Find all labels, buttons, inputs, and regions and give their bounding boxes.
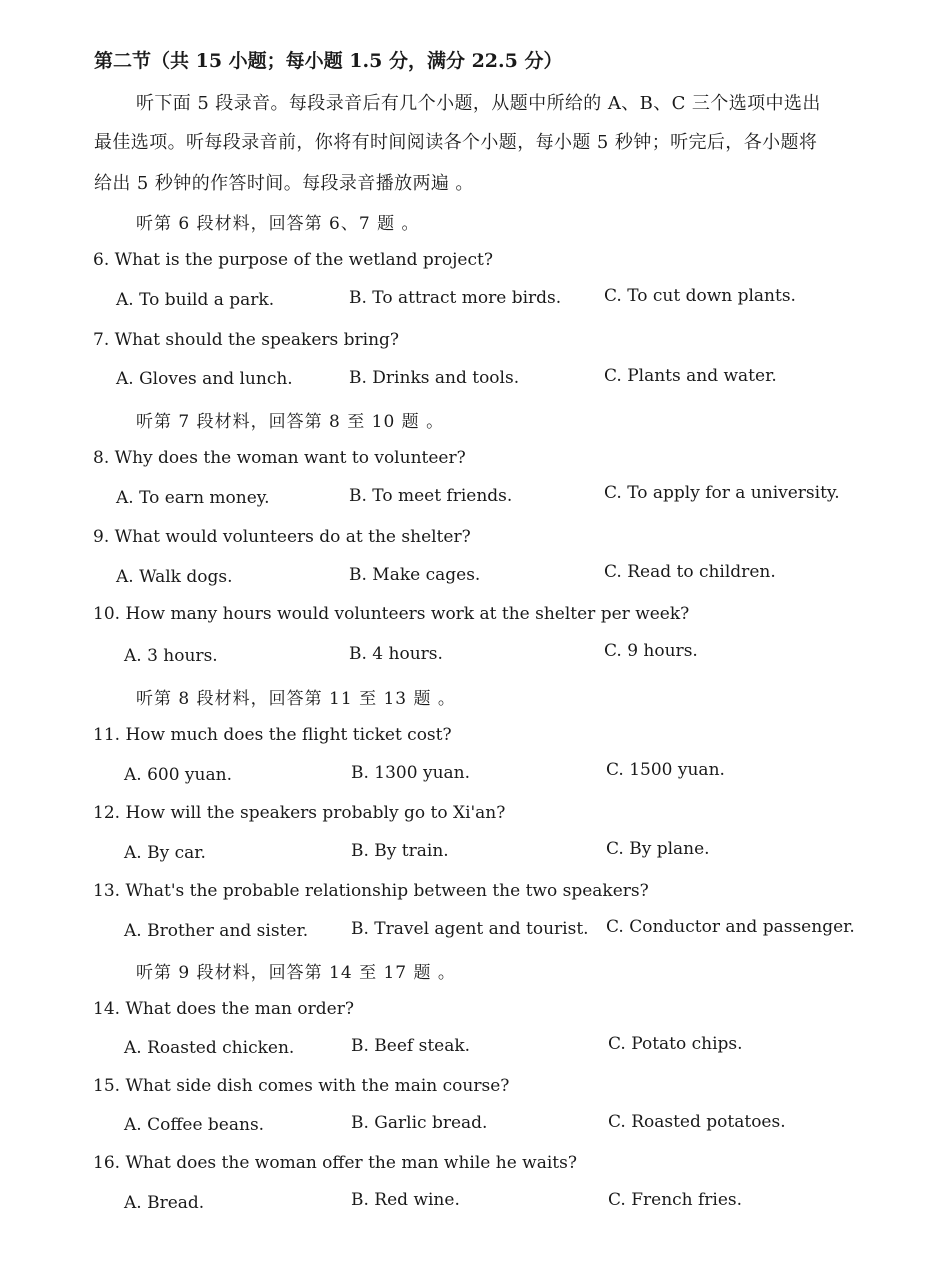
- question-11-option-b: B. 1300 yuan.: [351, 763, 471, 783]
- section-heading: 第二节（共 15 小题；每小题 1.5 分，满分 22.5 分）: [94, 50, 563, 72]
- question-6-option-a: A. To build a park.: [116, 290, 275, 310]
- question-16: 16. What does the woman offer the man while he waits?: [93, 1153, 577, 1173]
- question-6: 6. What is the purpose of the wetland project?: [93, 250, 493, 270]
- question-14-option-b: B. Beef steak.: [351, 1036, 471, 1056]
- question-11-option-a: A. 600 yuan.: [124, 765, 232, 785]
- question-9: 9. What would volunteers do at the shelter?: [93, 527, 471, 547]
- passage-label-9: 听第 9 段材料，回答第 14 至 17 题 。: [136, 963, 456, 983]
- passage-label-8: 听第 8 段材料，回答第 11 至 13 题 。: [136, 689, 456, 709]
- question-15-option-a: A. Coffee beans.: [124, 1115, 265, 1135]
- question-15-option-c: C. Roasted potatoes.: [608, 1112, 786, 1132]
- question-15-option-b: B. Garlic bread.: [351, 1113, 488, 1133]
- question-16-option-b: B. Red wine.: [351, 1190, 460, 1210]
- question-12-option-b: B. By train.: [351, 841, 449, 861]
- question-8-option-b: B. To meet friends.: [349, 486, 513, 506]
- question-10-option-a: A. 3 hours.: [124, 646, 218, 666]
- instruction-line-3: 给出 5 秒钟的作答时间。每段录音播放两遍 。: [94, 173, 474, 194]
- question-11: 11. How much does the flight ticket cost?: [93, 725, 452, 745]
- question-8-option-c: C. To apply for a university.: [604, 483, 840, 503]
- question-15: 15. What side dish comes with the main course?: [93, 1076, 510, 1096]
- instruction-line-1: 听下面 5 段录音。每段录音后有几个小题，从题中所给的 A、B、C 三个选项中选出: [136, 93, 821, 114]
- question-13-option-a: A. Brother and sister.: [124, 921, 309, 941]
- question-13: 13. What's the probable relationship between the two speakers?: [93, 881, 649, 901]
- question-7-option-c: C. Plants and water.: [604, 366, 777, 386]
- question-7-option-b: B. Drinks and tools.: [349, 368, 520, 388]
- passage-label-7: 听第 7 段材料，回答第 8 至 10 题 。: [136, 412, 445, 432]
- question-9-option-b: B. Make cages.: [349, 565, 481, 585]
- question-8: 8. Why does the woman want to volunteer?: [93, 448, 466, 468]
- question-11-option-c: C. 1500 yuan.: [606, 760, 725, 780]
- question-7-option-a: A. Gloves and lunch.: [116, 369, 293, 389]
- question-14-option-a: A. Roasted chicken.: [124, 1038, 295, 1058]
- question-7: 7. What should the speakers bring?: [93, 330, 400, 350]
- question-13-option-c: C. Conductor and passenger.: [606, 917, 855, 937]
- question-10-option-c: C. 9 hours.: [604, 641, 698, 661]
- instruction-line-2: 最佳选项。听每段录音前，你将有时间阅读各个小题，每小题 5 秒钟；听完后，各小题将: [94, 132, 818, 153]
- question-9-option-a: A. Walk dogs.: [116, 567, 233, 587]
- question-6-option-c: C. To cut down plants.: [604, 286, 796, 306]
- question-13-option-b: B. Travel agent and tourist.: [351, 919, 589, 939]
- question-12: 12. How will the speakers probably go to Xi'an?: [93, 803, 506, 823]
- question-10: 10. How many hours would volunteers work at the shelter per week?: [93, 604, 690, 624]
- question-6-option-b: B. To attract more birds.: [349, 288, 562, 308]
- question-12-option-a: A. By car.: [124, 843, 206, 863]
- question-16-option-c: C. French fries.: [608, 1190, 743, 1210]
- question-9-option-c: C. Read to children.: [604, 562, 776, 582]
- question-16-option-a: A. Bread.: [124, 1193, 205, 1213]
- question-8-option-a: A. To earn money.: [116, 488, 270, 508]
- question-10-option-b: B. 4 hours.: [349, 644, 443, 664]
- question-14-option-c: C. Potato chips.: [608, 1034, 743, 1054]
- question-12-option-c: C. By plane.: [606, 839, 710, 859]
- passage-label-6: 听第 6 段材料，回答第 6、7 题 。: [136, 214, 420, 234]
- question-14: 14. What does the man order?: [93, 999, 354, 1019]
